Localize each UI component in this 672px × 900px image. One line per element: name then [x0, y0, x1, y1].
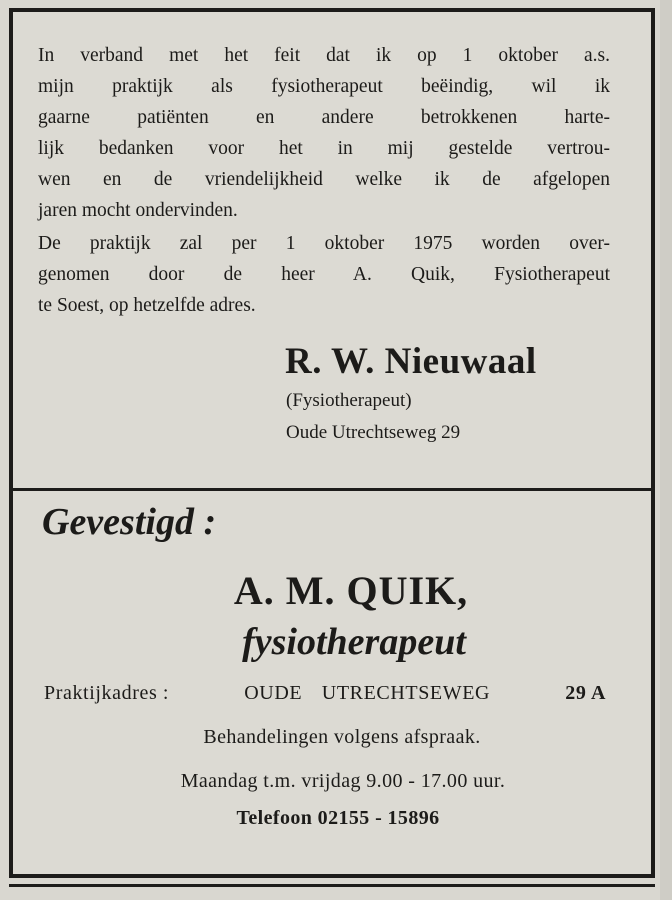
notice-paragraph-1: [38, 40, 610, 226]
signature-title: (Fysiotherapeut): [286, 390, 412, 411]
notice-line: wen en de vriendelijkheid welke ik de afgelopen: [38, 169, 610, 190]
practitioner-profession: fysiotherapeut: [242, 621, 466, 663]
practitioner-name: A. M. QUIK,: [233, 568, 469, 613]
announcement-heading: Gevestigd :: [42, 501, 217, 543]
closing-notice: [38, 40, 610, 321]
appointment-note: Behandelingen volgens afspraak.: [203, 726, 481, 748]
notice-line: jaren mocht ondervinden.: [38, 200, 238, 221]
opening-hours: Maandag t.m. vrijdag 9.00 - 17.00 uur.: [180, 770, 506, 792]
practice-address: [44, 682, 606, 705]
notice-line: genomen door de heer A. Quik, Fysiotherapeut: [38, 264, 610, 285]
notice-line: lijk bedanken voor het in mij gestelde vertrou-: [38, 138, 610, 159]
section-divider: [13, 488, 651, 491]
address-label: Praktijkadres :: [44, 682, 170, 704]
adjacent-column-edge: [660, 0, 672, 900]
signature-address: Oude Utrechtseweg 29: [286, 422, 461, 443]
notice-line: De praktijk zal per 1 oktober 1975 worden over-: [38, 233, 610, 254]
notice-line: gaarne patiënten en andere betrokkenen harte-: [38, 107, 610, 128]
notice-line: mijn praktijk als fysiotherapeut beëindig, wil ik: [38, 76, 610, 97]
bottom-rule: [9, 884, 655, 887]
phone-number: Telefoon 02155 - 15896: [236, 807, 440, 829]
notice-line: te Soest, op hetzelfde adres.: [38, 295, 256, 316]
signature-name: R. W. Nieuwaal: [285, 341, 537, 382]
address-street: OUDE UTRECHTSEWEG: [244, 682, 491, 704]
notice-paragraph-2: [38, 228, 610, 321]
notice-line: In verband met het feit dat ik op 1 oktober a.s.: [38, 45, 610, 66]
address-number: 29 A: [565, 682, 606, 704]
